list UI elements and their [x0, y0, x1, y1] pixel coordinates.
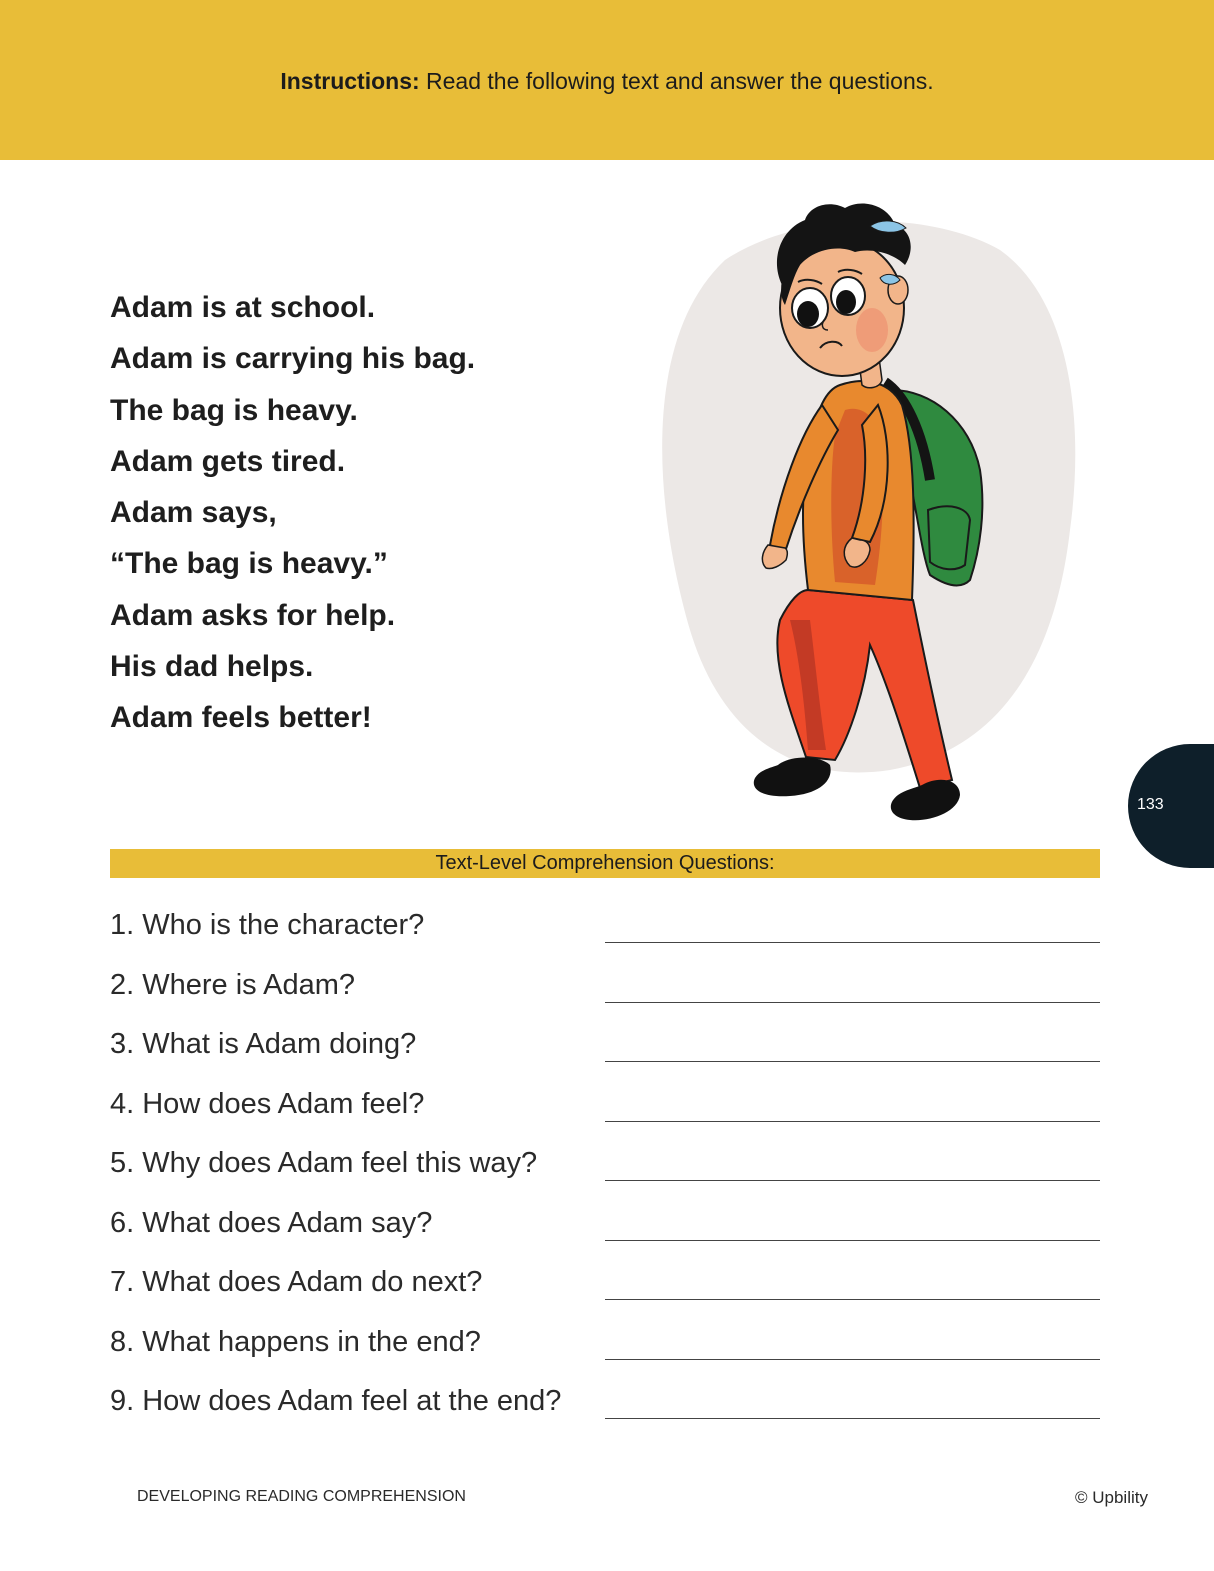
question-row [110, 1082, 1100, 1142]
story-line: His dad helps. [110, 650, 314, 684]
question-text: 3. What is Adam doing? [110, 1028, 417, 1060]
cheek-blush [856, 308, 888, 352]
page-number: 133 [1137, 796, 1164, 813]
question-text: 5. Why does Adam feel this way? [110, 1147, 538, 1179]
question-text: 2. Where is Adam? [110, 968, 355, 1001]
question-text: 4. How does Adam feel? [110, 1087, 425, 1120]
answer-line[interactable] [605, 1061, 1100, 1062]
questions-list [110, 903, 1100, 1439]
question-row [110, 1022, 1100, 1082]
question-row [110, 963, 1100, 1023]
answer-line[interactable] [605, 1002, 1100, 1003]
question-row [110, 903, 1100, 963]
story-line: The bag is heavy. [110, 393, 358, 427]
answer-line[interactable] [605, 1180, 1100, 1181]
story-line: Adam says, [110, 496, 277, 530]
answer-line[interactable] [605, 1121, 1100, 1122]
instructions [0, 68, 1214, 95]
footer-copyright: © Upbility [1075, 1488, 1148, 1507]
answer-line[interactable] [605, 1240, 1100, 1241]
right-pupil [836, 290, 856, 314]
questions-title: Text-Level Comprehension Questions: [110, 849, 1100, 878]
story-line: Adam asks for help. [110, 598, 396, 632]
left-pupil [797, 301, 819, 327]
question-row [110, 1320, 1100, 1380]
story-line: Adam gets tired. [110, 444, 346, 478]
answer-line[interactable] [605, 1359, 1100, 1360]
question-text: 7. What does Adam do next? [110, 1266, 483, 1298]
answer-line[interactable] [605, 1418, 1100, 1419]
tired-boy-illustration [630, 190, 1090, 830]
answer-line[interactable] [605, 1299, 1100, 1300]
story-line: Adam is at school. [110, 291, 376, 324]
story-line: Adam feels better! [110, 701, 372, 735]
left-shoe [754, 758, 831, 797]
answer-line[interactable] [605, 942, 1100, 943]
backpack-pocket [928, 506, 970, 569]
instructions-label: Instructions: [280, 68, 420, 94]
question-text: 9. How does Adam feel at the end? [110, 1385, 562, 1417]
question-row [110, 1260, 1100, 1320]
question-text: 1. Who is the character? [110, 909, 425, 941]
story-text [110, 282, 475, 744]
question-text: 6. What does Adam say? [110, 1206, 433, 1239]
right-shoe [891, 780, 960, 820]
question-row [110, 1141, 1100, 1201]
footer-book-title: DEVELOPING READING COMPREHENSION [137, 1488, 466, 1505]
question-row [110, 1379, 1100, 1439]
story-line: Adam is carrying his bag. [110, 342, 476, 376]
question-text: 8. What happens in the end? [110, 1325, 481, 1358]
instructions-text: Read the following text and answer the questions. [426, 68, 934, 94]
story-line: “The bag is heavy.” [110, 547, 388, 581]
question-row [110, 1201, 1100, 1261]
